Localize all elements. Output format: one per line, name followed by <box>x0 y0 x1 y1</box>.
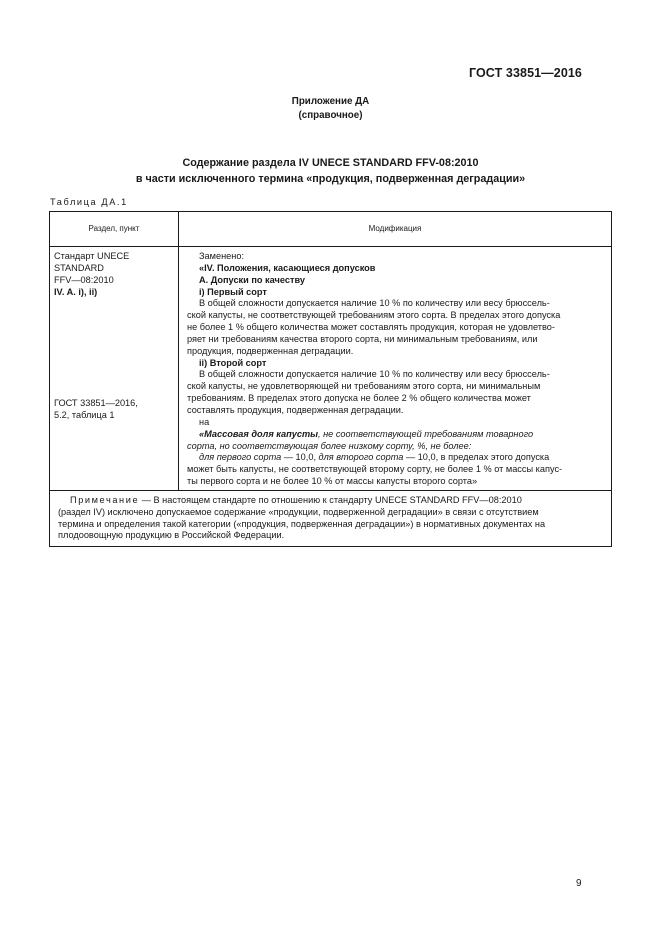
text-line: не более 1 % общего количества может составлять продукция, которая не удовлетво- <box>187 322 555 333</box>
appendix-subtitle: (справочное) <box>298 110 363 121</box>
text-line: ряет ни требованиям качества второго сорта, ни минимальным требованиям, или <box>187 333 538 344</box>
section-cell <box>50 247 179 491</box>
text-line: продукция, подверженная деградации. <box>187 345 354 356</box>
note-line: плодоовощную продукцию в Российской Федерации. <box>58 530 285 541</box>
replaced-label: Заменено: <box>199 251 245 261</box>
text-line: ской капусты, не соответствующей требованиям этого сорта. В пределах этого допуска <box>187 310 561 321</box>
ref-line: FFV—08:2010 <box>54 274 114 285</box>
modification-cell <box>179 247 612 491</box>
appendix-title: Приложение ДА <box>291 96 370 107</box>
text-line: В общей сложности допускается наличие 10 % по количеству или весу брюссель- <box>199 298 550 309</box>
note-label: Примечание <box>70 494 140 505</box>
section-title-line1: Содержание раздела IV UNECE STANDARD FFV-08:2010 <box>182 157 479 169</box>
note-cell <box>50 490 612 546</box>
note-line: (раздел IV) исключено допускаемое содержание «продукции, подверженной деградации» в связи с отсутствием <box>58 506 539 517</box>
quote-italic: для второго сорта <box>318 452 404 463</box>
note-line <box>58 495 603 507</box>
page-number: 9 <box>576 878 582 889</box>
section-iv: «IV. Положения, касающиеся допусков <box>199 262 376 273</box>
appendix-heading <box>0 95 661 123</box>
text-line: В общей сложности допускается наличие 10 % по количеству или весу брюссель- <box>199 369 550 380</box>
quote-line: ты первого сорта и не более 10 % от массы капусты второго сорта» <box>187 476 478 487</box>
standard-number: ГОСТ 33851—2016 <box>468 66 582 80</box>
modification-table <box>49 211 612 547</box>
ref-line: 5.2, таблица 1 <box>54 410 115 421</box>
quote-line: сорта, но соответствующая более низкому сорту, %, не более: <box>187 440 472 451</box>
ref-clause: IV. A. i), ii) <box>54 286 98 297</box>
table-row <box>50 247 612 491</box>
quote-line <box>187 429 603 441</box>
note-line: термина и определения такой категории («продукция, подверженная деградации») в нормативных документах на <box>58 518 546 529</box>
quote-term: «Массовая доля капусты <box>199 428 319 439</box>
note-text: — В настоящем стандарте по отношению к стандарту UNECE STANDARD FFV—08:2010 <box>139 494 522 505</box>
first-grade-heading: i) Первый сорт <box>199 286 267 297</box>
text-line: ской капусты, не удовлетворяющей ни требованиям этого сорта, ни минимальным <box>187 381 541 392</box>
section-title-line2: в части исключенного термина «продукция, подверженная деградации» <box>135 172 526 185</box>
quote-italic: для первого сорта <box>199 452 282 463</box>
header-section: Раздел, пункт <box>50 212 179 247</box>
second-grade-heading: ii) Второй сорт <box>199 357 267 368</box>
quote-line <box>187 452 603 464</box>
text-line: требованиям. В пределах этого допуска не более 2 % общего количества может <box>187 393 531 404</box>
ref-line: STANDARD <box>54 262 104 273</box>
quote-text: — 10,0, <box>281 452 319 463</box>
na-label: на <box>199 416 210 427</box>
spacer <box>54 298 174 398</box>
quote-text: — 10,0, в пределах этого допуска <box>403 452 550 463</box>
quote-line: может быть капусты, не соответствующей второму сорту, не более 1 % от массы капус- <box>187 464 563 475</box>
section-title <box>0 156 661 187</box>
note-row <box>50 490 612 546</box>
ref-line: ГОСТ 33851—2016, <box>54 398 138 409</box>
ref-line: Стандарт UNECE <box>54 251 130 261</box>
table-header-row <box>50 212 612 247</box>
table-caption: Таблица ДА.1 <box>50 197 128 207</box>
section-a: А. Допуски по качеству <box>199 274 306 285</box>
text-line: составлять продукция, подверженная деградации. <box>187 404 404 415</box>
quote-text: , не соответствующей требованиям товарного <box>318 428 534 439</box>
header-modification: Модификация <box>179 212 612 247</box>
